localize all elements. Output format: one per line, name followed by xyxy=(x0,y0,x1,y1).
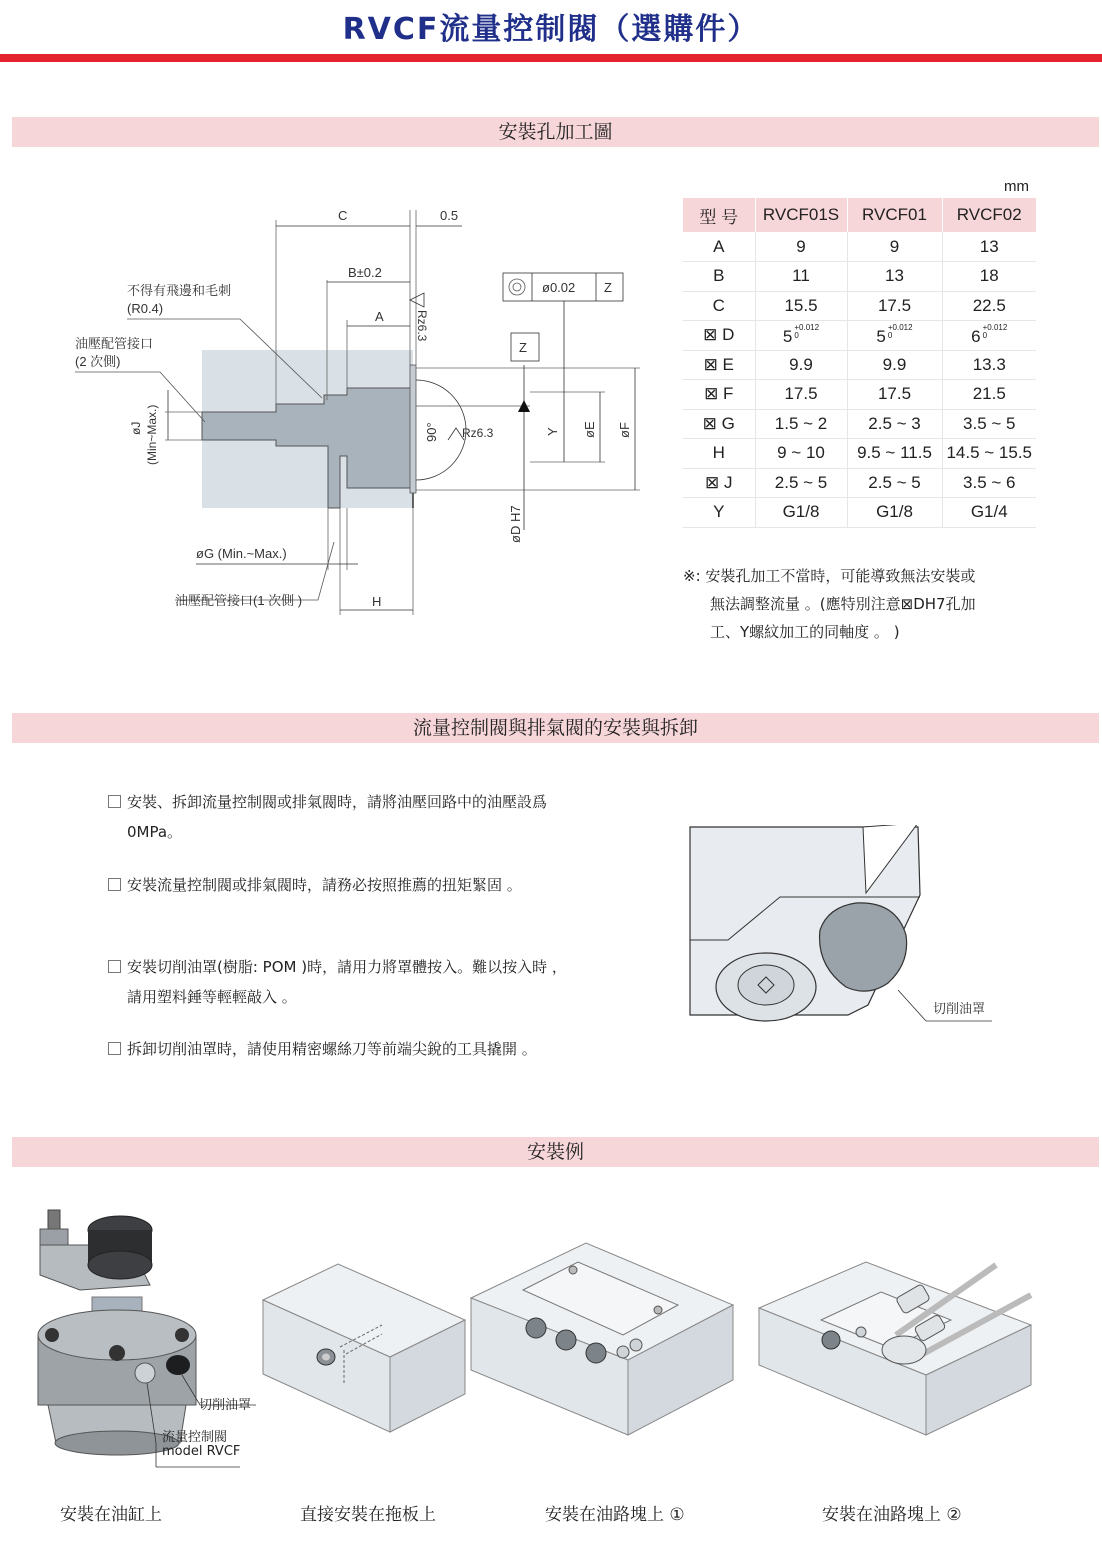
cell: 14.5 ~ 15.5 xyxy=(942,439,1036,469)
table-header: RVCF02 xyxy=(942,198,1036,232)
cell: 17.5 xyxy=(755,380,847,410)
cell: 3.5 ~ 6 xyxy=(942,468,1036,498)
bullet-item xyxy=(108,870,648,900)
cut-oil-cap-illustration xyxy=(688,825,1008,1040)
cap-label: 切削油罩 xyxy=(933,1001,986,1016)
bullet-text: 安裝流量控制閥或排氣閥時，請務必按照推薦的扭矩緊固 。 xyxy=(127,876,522,894)
bullet-box xyxy=(108,960,121,973)
datum-Z: Z xyxy=(519,340,527,355)
table-header: RVCF01 xyxy=(847,198,942,232)
tolerance-upper: +0.012 xyxy=(982,322,1008,332)
table-header-row xyxy=(683,198,1036,232)
bullet-text: 安裝、拆卸流量控制閥或排氣閥時，請將油壓回路中的油壓設爲 xyxy=(127,793,548,811)
machining-note xyxy=(683,562,1043,646)
cell: 9.5 ~ 11.5 xyxy=(847,439,942,469)
cell xyxy=(755,321,847,351)
port2-label: 油壓配管接口 xyxy=(75,336,154,351)
tolerance xyxy=(888,324,913,340)
cell: 2.5 ~ 5 xyxy=(847,468,942,498)
dim-B: B±0.2 xyxy=(348,265,382,280)
bullet-text: 拆卸切削油罩時，請使用精密螺絲刀等前端尖銳的工具撬開 。 xyxy=(127,1040,537,1058)
tolerance xyxy=(983,324,1008,340)
cell: 9 xyxy=(847,232,942,262)
port1-label: 油壓配管接口(1 次側 ) xyxy=(175,593,303,608)
cell: 9 xyxy=(755,232,847,262)
cell: 13.3 xyxy=(942,350,1036,380)
header-rule xyxy=(0,54,1102,62)
dim-05: 0.5 xyxy=(440,208,459,223)
caption-manifold-1: 安裝在油路塊上 ① xyxy=(545,1505,685,1525)
cell-value: 5 xyxy=(876,326,886,346)
dim-D: øD H7 xyxy=(508,505,523,543)
table-row xyxy=(683,291,1036,321)
dim-G: øG (Min.~Max.) xyxy=(196,546,287,561)
cell: 9.9 xyxy=(755,350,847,380)
row-label: ⊠ J xyxy=(683,468,755,498)
table-row xyxy=(683,350,1036,380)
note-line: ※: 安裝孔加工不當時，可能導致無法安裝或 xyxy=(683,567,976,585)
note-line: 工、Y螺紋加工的同軸度 。 ) xyxy=(710,623,900,641)
bullet-item xyxy=(108,952,648,1012)
table-row xyxy=(683,232,1036,262)
cell: 11 xyxy=(755,262,847,292)
row-label: ⊠ G xyxy=(683,409,755,439)
table-row xyxy=(683,439,1036,469)
dim-J-range: (Min~Max.) xyxy=(145,404,159,465)
example-valve-model: model RVCF xyxy=(162,1444,241,1459)
angle-label: 90° xyxy=(424,422,439,442)
cell: 17.5 xyxy=(847,380,942,410)
tolerance-upper: +0.012 xyxy=(887,322,913,332)
port2-side: (2 次側) xyxy=(75,354,121,369)
cell: G1/8 xyxy=(847,498,942,528)
caption-cylinder: 安裝在油缸上 xyxy=(60,1505,162,1525)
unit-label: mm xyxy=(1004,178,1029,195)
example-valve-label: 流量控制閥 xyxy=(162,1430,228,1445)
example-plate xyxy=(260,1262,470,1437)
cell: 2.5 ~ 3 xyxy=(847,409,942,439)
tolerance-lower: 0 xyxy=(794,330,799,340)
cell: 17.5 xyxy=(847,291,942,321)
section-install-remove: 流量控制閥與排氣閥的安裝與拆卸 xyxy=(12,713,1099,743)
cell: 2.5 ~ 5 xyxy=(755,468,847,498)
machining-drawing xyxy=(0,150,680,630)
row-label: ⊠ F xyxy=(683,380,755,410)
example-manifold-2 xyxy=(756,1240,1036,1440)
tolerance-value: ø0.02 xyxy=(542,280,576,295)
bullet-box xyxy=(108,795,121,808)
dim-Y: Y xyxy=(545,427,560,436)
section-machining: 安裝孔加工圖 xyxy=(12,117,1099,147)
bullet-text-cont: 0MPa。 xyxy=(127,823,183,841)
table-row xyxy=(683,380,1036,410)
cell: 13 xyxy=(942,232,1036,262)
tolerance-lower: 0 xyxy=(982,330,988,340)
cell xyxy=(942,321,1036,351)
table-row xyxy=(683,498,1036,528)
caption-manifold-2: 安裝在油路塊上 ② xyxy=(822,1505,962,1525)
cell: G1/4 xyxy=(942,498,1036,528)
bullet-box xyxy=(108,1042,121,1055)
table-row xyxy=(683,262,1036,292)
example-cap-label: 切削油罩 xyxy=(199,1398,252,1413)
cell: G1/8 xyxy=(755,498,847,528)
note-line: 無法調整流量 。(應特別注意⊠DH7孔加 xyxy=(710,595,976,613)
cell-value: 6 xyxy=(971,326,981,346)
cell-value: 5 xyxy=(782,326,793,346)
cell: 1.5 ~ 2 xyxy=(755,409,847,439)
bullet-text: 安裝切削油罩(樹脂: POM )時，請用力將罩體按入。難以按入時 ， xyxy=(127,958,567,976)
table-row xyxy=(683,321,1036,351)
row-label: B xyxy=(683,262,755,292)
cell: 18 xyxy=(942,262,1036,292)
page-title: RVCF流量控制閥（選購件） xyxy=(342,12,760,47)
dim-E: øE xyxy=(582,421,597,438)
row-label: ⊠ E xyxy=(683,350,755,380)
row-label: A xyxy=(683,232,755,262)
tolerance-lower: 0 xyxy=(887,330,893,340)
row-label: ⊠ D xyxy=(683,321,755,351)
example-manifold-1 xyxy=(468,1240,738,1440)
dim-H: H xyxy=(372,594,382,609)
bullet-item xyxy=(108,1034,648,1064)
bullet-item xyxy=(108,787,648,847)
no-burr-label: 不得有飛邊和毛刺 xyxy=(127,283,232,298)
spec-table xyxy=(683,198,1036,528)
row-label: Y xyxy=(683,498,755,528)
dim-F: øF xyxy=(617,422,632,438)
table-header: 型 号 xyxy=(683,198,755,232)
cell: 9.9 xyxy=(847,350,942,380)
cell: 15.5 xyxy=(755,291,847,321)
cell: 9 ~ 10 xyxy=(755,439,847,469)
rz-top: Rz6.3 xyxy=(415,310,429,342)
rz-mid: Rz6.3 xyxy=(462,426,494,440)
cell xyxy=(847,321,942,351)
row-label: C xyxy=(683,291,755,321)
table-header: RVCF01S xyxy=(755,198,847,232)
bullet-text-cont: 請用塑料錘等輕輕敲入 。 xyxy=(127,988,297,1006)
cell: 21.5 xyxy=(942,380,1036,410)
tolerance xyxy=(794,324,819,340)
cell: 22.5 xyxy=(942,291,1036,321)
r04-label: (R0.4) xyxy=(127,301,164,316)
caption-plate: 直接安裝在拖板上 xyxy=(300,1505,436,1525)
tolerance-datum: Z xyxy=(604,280,612,295)
dim-C: C xyxy=(338,208,348,223)
dim-A: A xyxy=(375,309,384,324)
bullet-box xyxy=(108,878,121,891)
table-row xyxy=(683,468,1036,498)
table-row xyxy=(683,409,1036,439)
cell: 13 xyxy=(847,262,942,292)
cell: 3.5 ~ 5 xyxy=(942,409,1036,439)
row-label: H xyxy=(683,439,755,469)
section-examples: 安裝例 xyxy=(12,1137,1099,1167)
tolerance-upper: +0.012 xyxy=(794,322,820,332)
dim-J: øJ xyxy=(129,421,143,435)
